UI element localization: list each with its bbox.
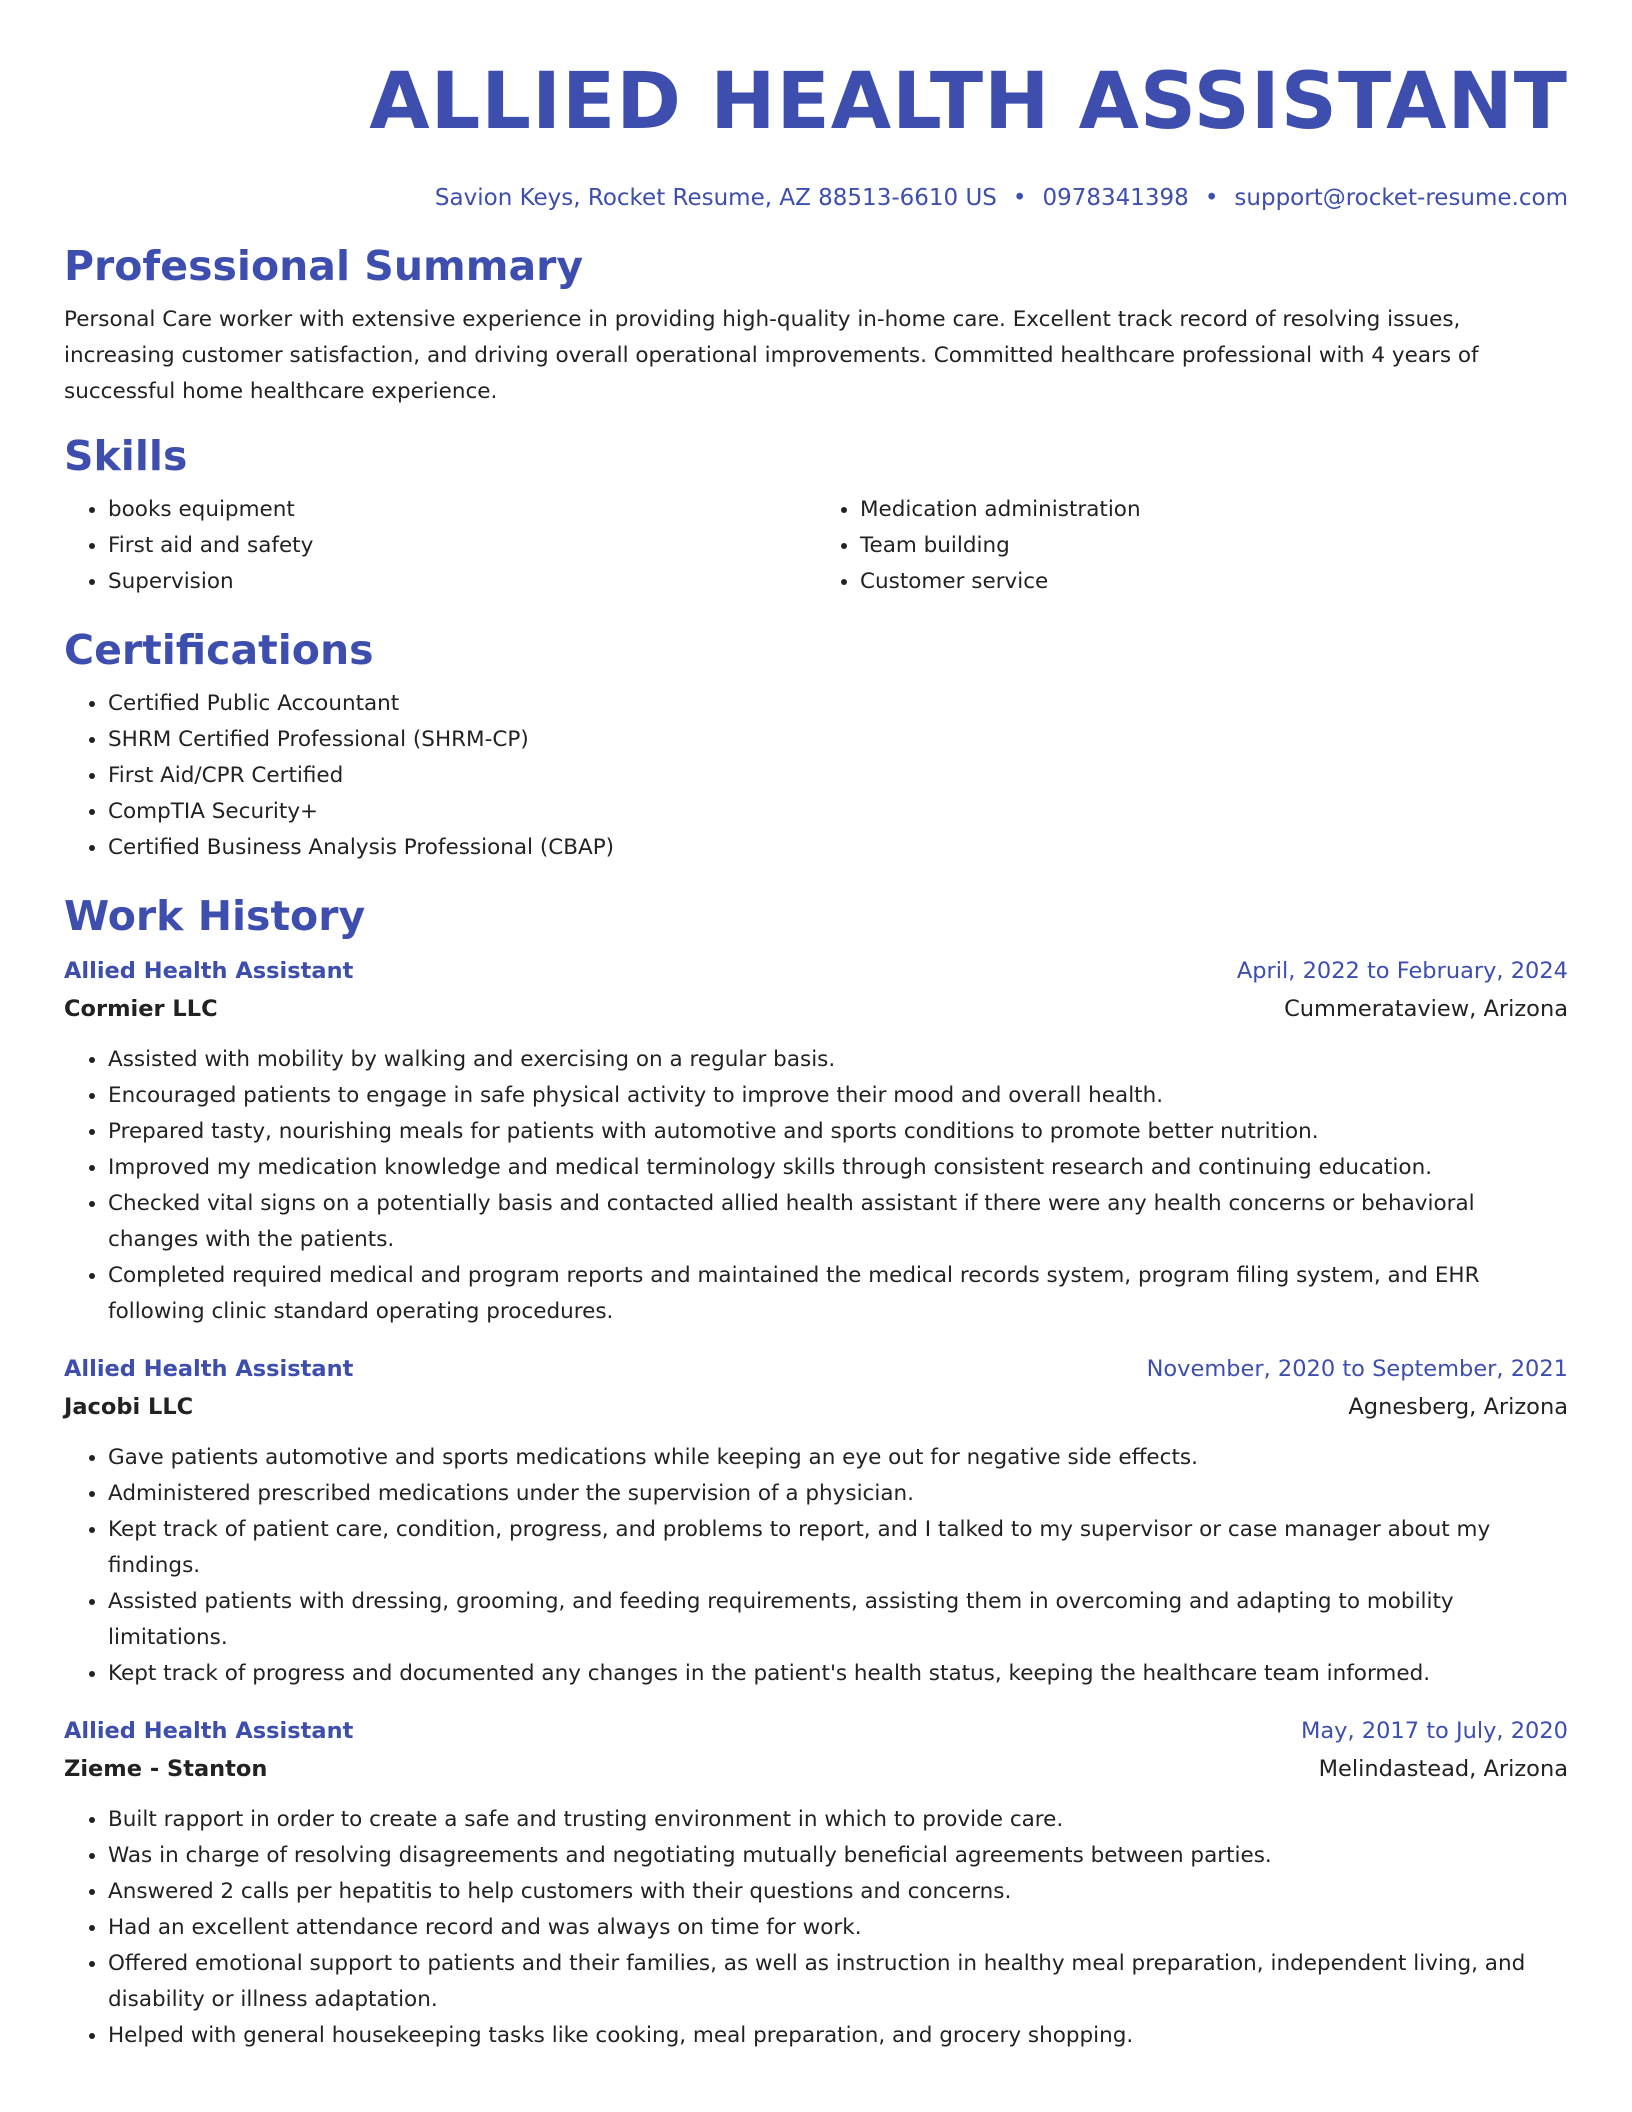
job-entry [64, 952, 1568, 1330]
job-bullet: • Assisted with mobility by walking and exercising on a regular basis. [108, 1042, 1568, 1078]
job-title: Allied Health Assistant [64, 1356, 354, 1382]
contact-line [64, 182, 1568, 214]
certification-item: • Certified Business Analysis Professional (CBAP) [108, 830, 1568, 866]
job-dates: April, 2022 to February, 2024 [1236, 958, 1568, 984]
job-bullet: • Assisted patients with dressing, grooming, and feeding requirements, assisting them in overcoming and adapting to mobility limitations. [108, 1584, 1568, 1656]
job-company: Zieme - Stanton [64, 1756, 268, 1782]
job-bullets [64, 1440, 1568, 1692]
contact-address: Savion Keys, Rocket Resume, AZ 88513-6610 US [434, 185, 997, 211]
job-bullet: • Was in charge of resolving disagreements and negotiating mutually beneficial agreements between parties. [108, 1838, 1568, 1874]
job-company: Cormier LLC [64, 996, 218, 1022]
job-dates: May, 2017 to July, 2020 [1300, 1718, 1568, 1744]
job-header-row [64, 952, 1568, 990]
skill-item: • Supervision [108, 564, 816, 600]
job-bullet: • Had an excellent attendance record and was always on time for work. [108, 1910, 1568, 1946]
job-bullet: • Helped with general housekeeping tasks like cooking, meal preparation, and grocery shopping. [108, 2018, 1568, 2054]
skill-item: • Team building [860, 528, 1568, 564]
job-entry [64, 1712, 1568, 2054]
job-bullet: • Improved my medication knowledge and medical terminology skills through consistent research and continuing education. [108, 1150, 1568, 1186]
summary-text: Personal Care worker with extensive experience in providing high-quality in-home care. Excellent track record of resolving issues, increasing customer satisfaction, and driving overall operational improvements. Committed healthcare professional with 4 years of successful home healthcare experience. [64, 307, 1479, 404]
job-title: Allied Health Assistant [64, 1718, 354, 1744]
job-bullet: • Gave patients automotive and sports medications while keeping an eye out for negative side effects. [108, 1440, 1568, 1476]
skill-item: • First aid and safety [108, 528, 816, 564]
certification-item: • CompTIA Security+ [108, 794, 1568, 830]
job-company-row [64, 1388, 1568, 1426]
contact-separator: • [1012, 185, 1027, 211]
contact-email[interactable]: support@rocket-resume.com [1234, 185, 1568, 211]
job-bullet: • Kept track of progress and documented any changes in the patient's health status, keeping the healthcare team informed. [108, 1656, 1568, 1692]
certification-item: • First Aid/CPR Certified [108, 758, 1568, 794]
certification-item: • Certified Public Accountant [108, 686, 1568, 722]
skills-list-left [64, 492, 816, 600]
job-bullet: • Encouraged patients to engage in safe physical activity to improve their mood and overall health. [108, 1078, 1568, 1114]
job-bullet: • Built rapport in order to create a safe and trusting environment in which to provide care. [108, 1802, 1568, 1838]
certification-item: • SHRM Certified Professional (SHRM-CP) [108, 722, 1568, 758]
job-bullet: • Kept track of patient care, condition, progress, and problems to report, and I talked to my supervisor or case manager about my findings. [108, 1512, 1568, 1584]
skills-list-right [816, 492, 1568, 600]
job-title: Allied Health Assistant [64, 958, 354, 984]
resume-header [64, 52, 1568, 214]
job-company-row [64, 990, 1568, 1028]
job-entry [64, 1350, 1568, 1692]
section-title-certifications: Certifications [64, 626, 374, 674]
job-bullet: • Administered prescribed medications under the supervision of a physician. [108, 1476, 1568, 1512]
job-bullets [64, 1042, 1568, 1330]
skill-item: • books equipment [108, 492, 816, 528]
job-bullet: • Answered 2 calls per hepatitis to help customers with their questions and concerns. [108, 1874, 1568, 1910]
job-location: Agnesberg, Arizona [1348, 1394, 1568, 1420]
section-title-summary: Professional Summary [64, 242, 584, 290]
resume-name: ALLIED HEALTH ASSISTANT [369, 57, 1568, 147]
job-location: Melindastead, Arizona [1318, 1756, 1568, 1782]
job-company: Jacobi LLC [64, 1394, 194, 1420]
job-header-row [64, 1350, 1568, 1388]
section-title-skills: Skills [64, 432, 188, 480]
skills-grid [64, 492, 1568, 600]
job-bullets [64, 1802, 1568, 2054]
section-title-work-history: Work History [64, 892, 366, 940]
job-dates: November, 2020 to September, 2021 [1146, 1356, 1568, 1382]
skill-item: • Customer service [860, 564, 1568, 600]
contact-phone: 0978341398 [1042, 185, 1189, 211]
job-company-row [64, 1750, 1568, 1788]
job-location: Cummerataview, Arizona [1284, 996, 1568, 1022]
job-bullet: • Completed required medical and program reports and maintained the medical records system, program filing system, and EHR following clinic standard operating procedures. [108, 1258, 1568, 1330]
job-bullet: • Offered emotional support to patients and their families, as well as instruction in healthy meal preparation, independent living, and disability or illness adaptation. [108, 1946, 1568, 2018]
job-bullet: • Prepared tasty, nourishing meals for patients with automotive and sports conditions to promote better nutrition. [108, 1114, 1568, 1150]
contact-separator: • [1204, 185, 1219, 211]
certifications-list [64, 686, 1568, 866]
skill-item: • Medication administration [860, 492, 1568, 528]
job-bullet: • Checked vital signs on a potentially basis and contacted allied health assistant if there were any health concerns or behavioral changes with the patients. [108, 1186, 1568, 1258]
job-header-row [64, 1712, 1568, 1750]
